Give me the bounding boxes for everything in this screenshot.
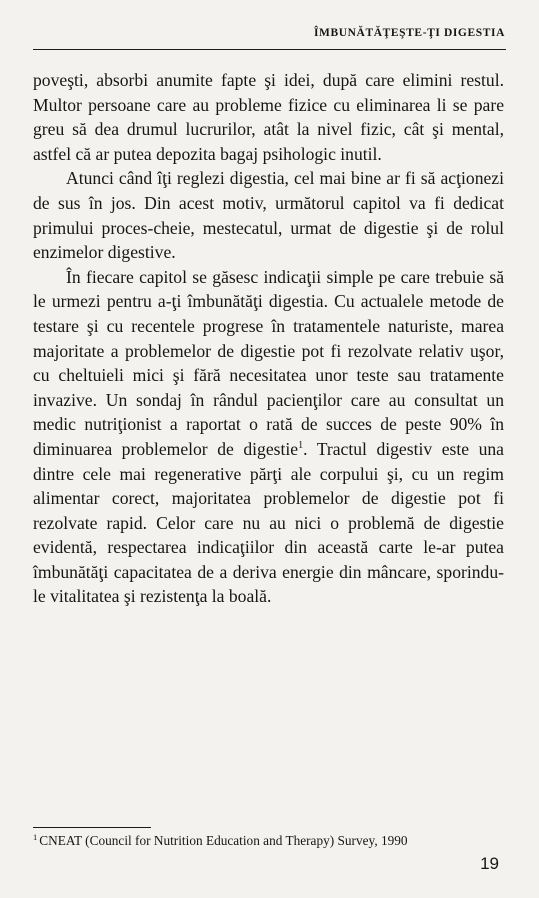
paragraph-3-text-before-ref: În fiecare capitol se găsesc indicaţii simple pe care trebuie să le urmezi pentru a-ţi îmbunătăţi digestia. Cu actualele metode de testare şi cu recentele progrese în tratamentele naturiste, marea majoritate a problemelor de digestie pot fi rezolvate relativ uşor, cu cheltuieli mici şi fără necesitatea unor teste sau tratamente invazive. Un sondaj în rândul pacienţilor care au consultat un medic nutriţionist a raportat o rată de succes de peste 90% în diminuarea problemelor de digestie — [33, 266, 504, 459]
footnote-reference: 1 — [298, 439, 304, 451]
page-number: 19 — [480, 854, 499, 873]
paragraph-3-text-after-ref: . Tractul digestiv este una dintre cele mai regenerative părţi ale corpului şi, cu un regim alimentar corect, majoritatea problemelor de digestie pot fi rezolvate rapid. Celor care nu au nici o problemă de digestie evidentă, respectarea indicaţiilor din această carte le-ar putea îmbunătăţi capacitatea de a deriva energie din mâncare, sporindu-le vitalitatea şi rezistenţa la boală. — [33, 438, 504, 607]
footnote-marker: 1 — [33, 832, 38, 842]
footnote-divider — [33, 827, 151, 828]
running-header: ÎMBUNĂTĂŢEŞTE-ŢI DIGESTIA — [313, 27, 505, 39]
footnote-text: CNEAT (Council for Nutrition Education and Therapy) Survey, 1990 — [39, 833, 408, 848]
paragraph-3 — [33, 265, 504, 609]
header-divider — [33, 49, 506, 50]
footnote — [33, 833, 506, 849]
body-text — [33, 68, 504, 609]
paragraph-1: poveşti, absorbi anumite fapte şi idei, după care elimini restul. Multor persoane care au probleme fizice cu eliminarea li se pare greu să dea drumul lucrurilor, atât la nivel fizic, cât şi mental, astfel că ar putea depozita bagaj psihologic inutil. — [33, 70, 504, 164]
paragraph-2: Atunci când îţi reglezi digestia, cel mai bine ar fi să acţionezi de sus în jos. Din acest motiv, următorul capitol va fi dedicat primului proces-cheie, mestecatul, urmat de digestie şi de rolul enzimelor digestive. — [33, 168, 504, 263]
